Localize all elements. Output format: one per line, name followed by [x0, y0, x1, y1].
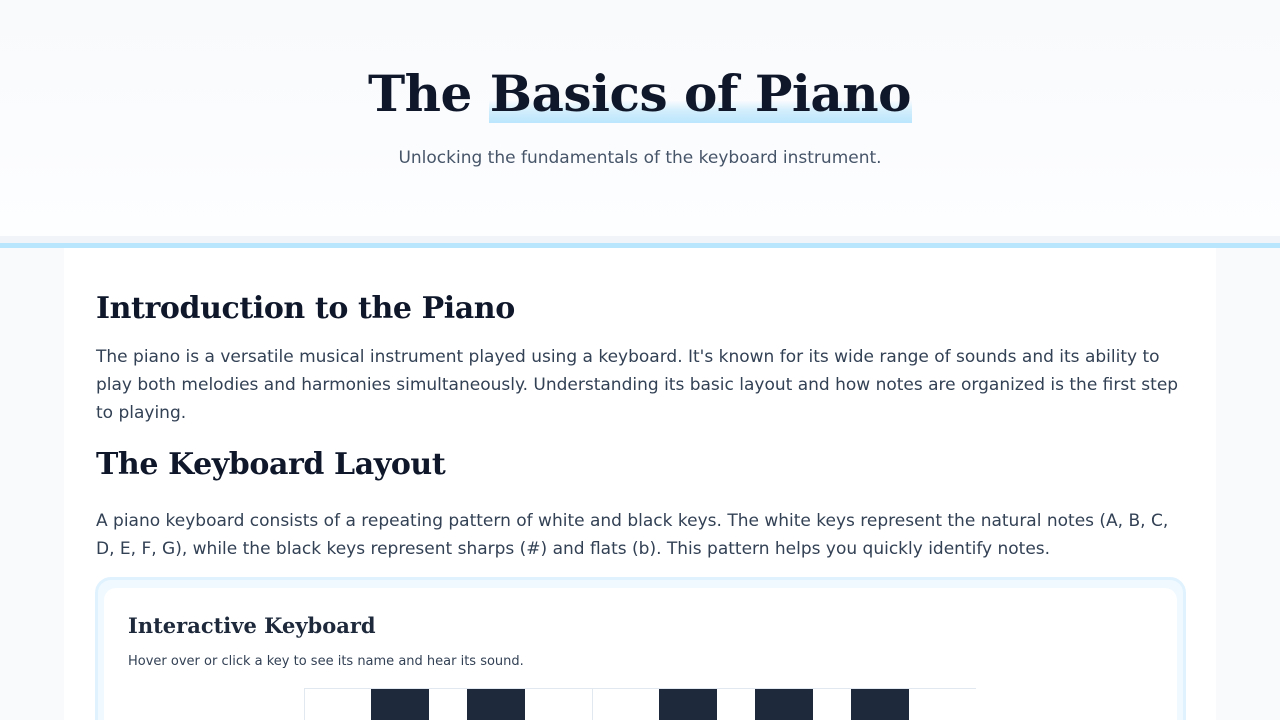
page-title	[0, 62, 1280, 126]
keyboard-card-title: Interactive Keyboard	[128, 613, 376, 638]
interactive-keyboard-card	[104, 588, 1177, 720]
page-title-highlight: Basics of Piano	[489, 64, 912, 123]
hero-header	[0, 0, 1280, 236]
black-key[interactable]	[659, 689, 717, 720]
section-body-introduction: The piano is a versatile musical instrument played using a keyboard. It's known for its wide range of sounds and its ability to play both melodies and harmonies simultaneously. Understanding its basic layout and how notes are organized is the first step to playing.	[96, 347, 1179, 423]
piano-keyboard	[304, 688, 976, 720]
section-heading-introduction: Introduction to the Piano	[96, 291, 515, 326]
keyboard-card-hint: Hover over or click a key to see its name and hear its sound.	[128, 654, 524, 669]
page-subtitle: Unlocking the fundamentals of the keyboard instrument.	[398, 148, 882, 168]
section-heading-keyboard-layout: The Keyboard Layout	[96, 447, 446, 482]
black-key[interactable]	[851, 689, 909, 720]
black-key[interactable]	[371, 689, 429, 720]
section-body-keyboard-layout: A piano keyboard consists of a repeating pattern of white and black keys. The white keys represent the natural notes (A, B, C, D, E, F, G), while the black keys represent sharps (#) and flats (b). This pattern helps you quickly identify notes.	[96, 511, 1169, 559]
black-key[interactable]	[755, 689, 813, 720]
black-key[interactable]	[467, 689, 525, 720]
page-title-plain: The	[367, 64, 489, 123]
main-content	[64, 248, 1216, 720]
